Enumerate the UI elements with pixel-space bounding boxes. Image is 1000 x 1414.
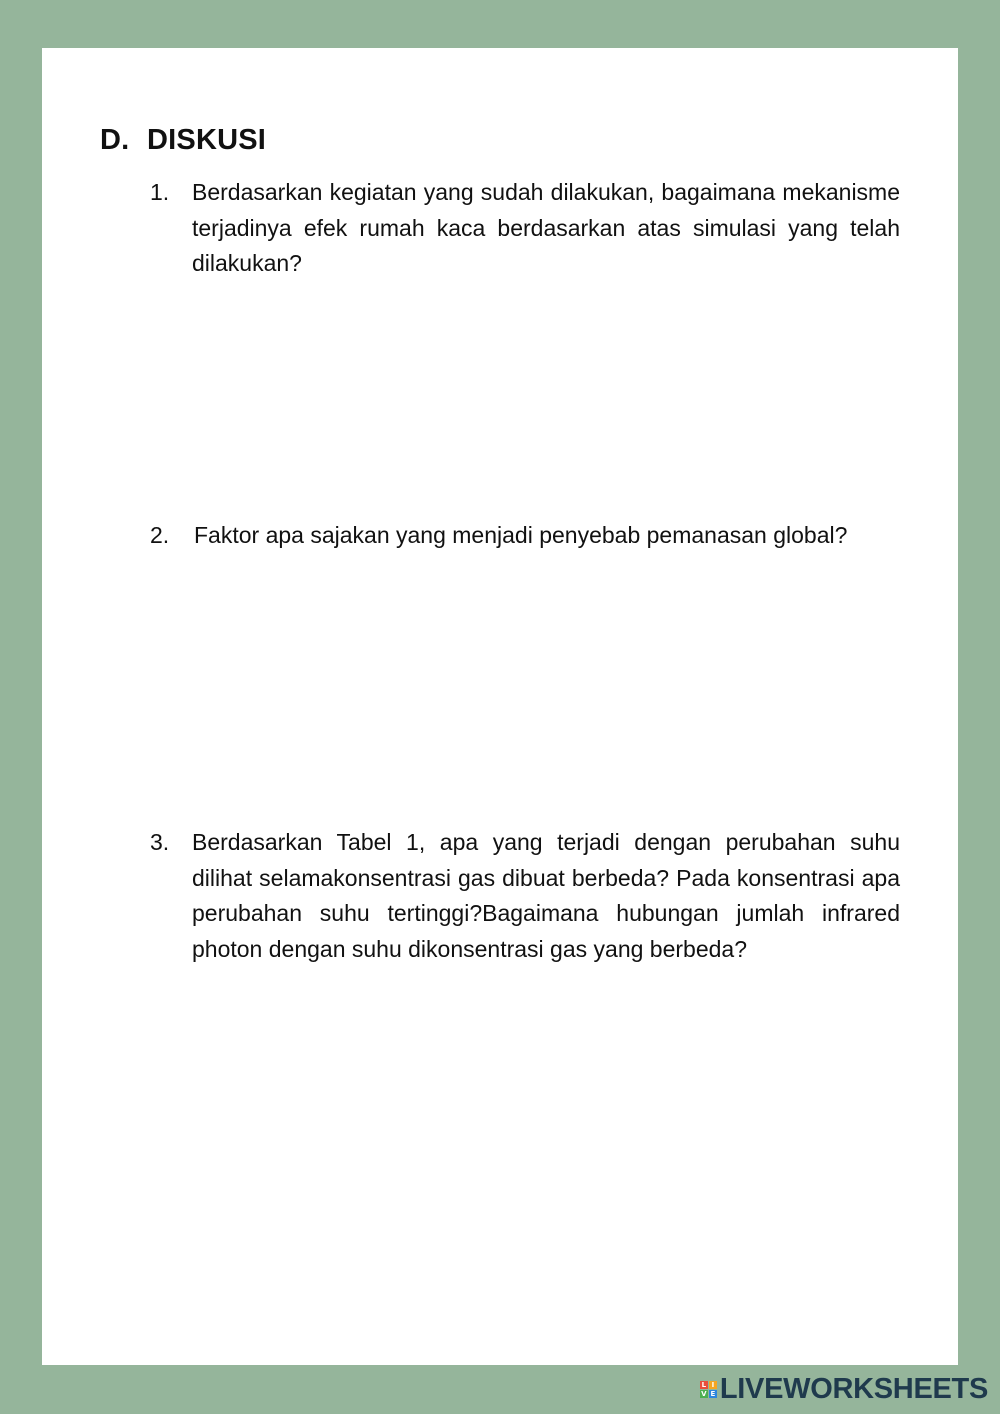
logo-text: LIVEWORKSHEETS: [719, 1372, 988, 1405]
section-letter: D.: [100, 124, 130, 156]
liveworksheets-logo[interactable]: [700, 1372, 988, 1406]
question-text: Berdasarkan kegiatan yang sudah dilakukan, bagaimana mekanisme terjadinya efek rumah kaca berdasarkan atas simulasi yang telah dilakukan?: [192, 179, 900, 276]
logo-letter-v: V: [701, 1389, 707, 1398]
section-heading: [100, 124, 266, 157]
question-text: Faktor apa sajakan yang menjadi penyebab pemanasan global?: [194, 522, 848, 548]
logo-letter-e: E: [710, 1389, 716, 1398]
liveworksheets-logo-icon: [700, 1381, 717, 1398]
question-number: 1.: [150, 179, 170, 205]
question-2: [150, 518, 900, 554]
question-text: Berdasarkan Tabel 1, apa yang terjadi dengan perubahan suhu dilihat selamakonsentrasi gas dibuat berbeda? Pada konsentrasi apa perubahan suhu tertinggi?Bagaimana hubungan jumlah infrared photon dengan suhu dikonsentrasi gas yang berbeda?: [192, 829, 900, 962]
worksheet-page: [42, 48, 958, 1365]
question-1: [150, 175, 900, 282]
question-number: 3.: [150, 829, 170, 855]
logo-letter-l: L: [701, 1380, 707, 1389]
question-number: 2.: [150, 522, 170, 548]
section-title: DISKUSI: [147, 124, 267, 156]
question-3: [150, 825, 900, 967]
logo-letter-i: I: [709, 1381, 717, 1389]
